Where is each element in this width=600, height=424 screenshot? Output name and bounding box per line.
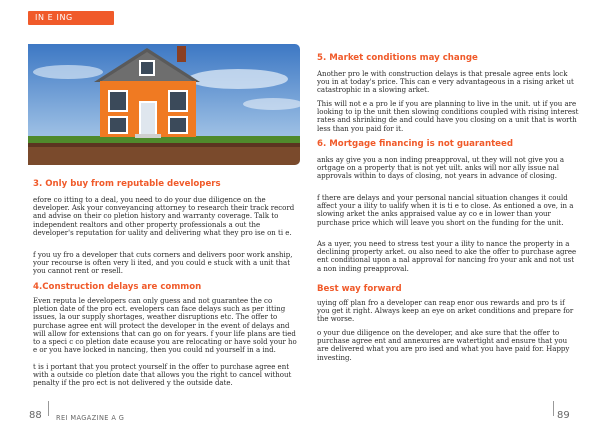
- paragraph-7a: uying off plan fro a developer can reap enor ous rewards and pro ts if you get it right. Always keep an eye on arket conditions and prepare for the worse.: [317, 299, 574, 324]
- paragraph-5a: Another pro le with construction delays is that presale agree ents lock you in at today's price. This can e very advantageous in a rising arket ut catastrophic in a slowing arket.: [317, 70, 574, 95]
- heading-reputable-developers: 3. Only buy from reputable developers: [33, 179, 221, 189]
- page-number-left-text: 88: [29, 410, 42, 421]
- magazine-name-text: REI MAGAZINE A G: [56, 414, 125, 422]
- heading-best-way-forward: Best way forward: [317, 284, 402, 294]
- paragraph-6c: As a uyer, you need to stress test your a ility to nance the property in a declining property arket. ou also need to ake the offer to purchase agree ent conditional upon a nal approval for nancing fro your ank and not ust a non inding preapproval.: [317, 240, 577, 273]
- paragraph-6b: f there are delays and your personal nancial situation changes it could affect your a ility to ualify when it is ti e to close. As entioned a ove, in a slowing arket the anks appraised value ay co e in lower than your purchase price which will leave you short on the funding for the unit.: [317, 194, 574, 227]
- heading-mortgage-financing: 6. Mortgage financing is not guaranteed: [317, 139, 513, 149]
- paragraph-4a: Even reputa le developers can only guess and not guarantee the co pletion date of the pro ect. evelopers can face delays such as per itting issues, la our supply shortages, weather disruptions etc. The offer to purchase agree ent will protect the developer in the event of delays and will allow for extensions that can go on for years. f your life plans are tied to a speci c co pletion date ecause you are relocating or have sold your ho e or you have locked in nancing, then you could nd yourself in a ind.: [33, 297, 297, 355]
- house-photo: [28, 44, 300, 165]
- paragraph-5b: This will not e a pro le if you are planning to live in the unit. ut if you are looking to ip the unit then slowing conditions coupled with rising interest rates and shrinking de and could have you closing on a unit that is worth less than you paid for it.: [317, 100, 579, 133]
- heading-construction-delays: 4.Construction delays are common: [33, 282, 202, 292]
- paragraph-3a: efore co itting to a deal, you need to do your due diligence on the developer. Ask your conveyancing attorney to research their track record and advise on their co pletion history and warranty coverage. Talk to independent realtors and other property professionals a out the developer's reputation for uality and delivering what they pro ise on ti e.: [33, 196, 295, 237]
- house-illustration: [28, 44, 300, 165]
- paragraph-7b: o your due diligence on the developer, and ake sure that the offer to purchase agree ent and annexures are watertight and ensure that you are delivered what you are pro ised and what you have paid for. Happy investing.: [317, 329, 570, 362]
- heading-market-conditions: 5. Market conditions may change: [317, 53, 478, 63]
- section-tag: IN E ING: [28, 11, 114, 25]
- page-number-right: [557, 403, 570, 422]
- page-number-left: [29, 403, 42, 422]
- paragraph-6a: anks ay give you a non inding preapproval, ut they will not give you a ortgage on a property that is not yet uilt. anks will nor ally issue nal approvals within to days of closing, not years in advance of closing.: [317, 156, 565, 181]
- paragraph-3b: f you uy fro a developer that cuts corners and delivers poor work anship, your recourse is often very li ited, and you could e stuck with a unit that you cannot rent or resell.: [33, 251, 293, 276]
- footer-divider-left: [48, 401, 49, 416]
- magazine-name: [56, 405, 124, 424]
- paragraph-4b: t is i portant that you protect yourself in the offer to purchase agree ent with a outside co pletion date that allows you the right to cancel without penalty if the pro ect is not delivered y the outside date.: [33, 363, 292, 388]
- page-number-right-text: 89: [557, 410, 570, 421]
- footer-divider-right: [553, 401, 554, 416]
